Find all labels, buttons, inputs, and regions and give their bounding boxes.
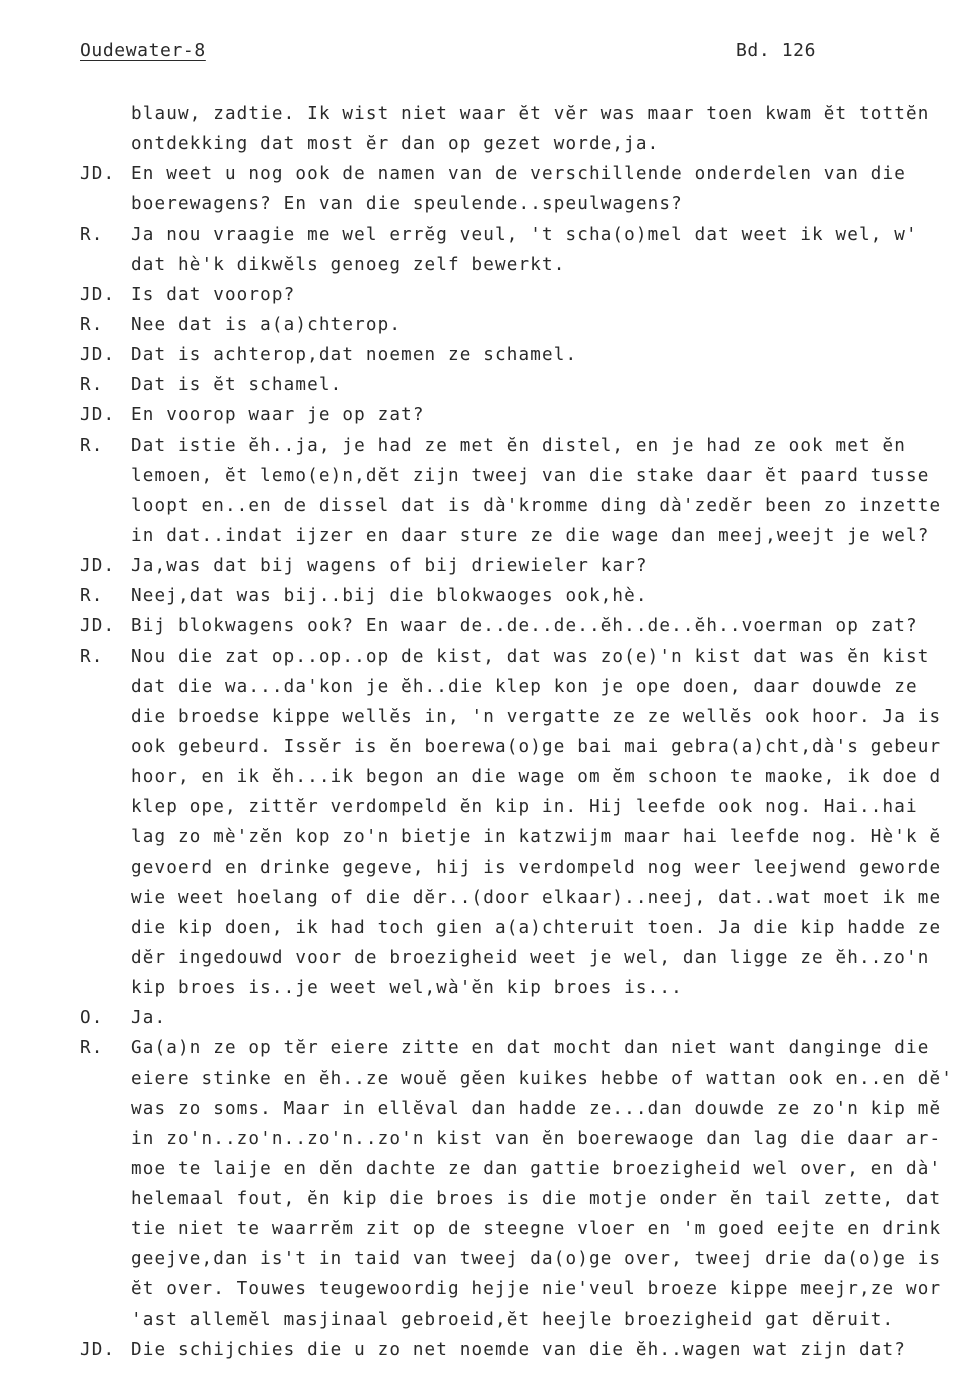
transcript-line [0, 250, 979, 280]
line-text: Is dat voorop? [131, 284, 296, 305]
line-text: dĕr ingedouwd voor de broezigheid weet je wel, dan ligge ze ĕh..zo'n [131, 947, 930, 968]
transcript-line [0, 642, 979, 672]
transcript-line [0, 189, 979, 219]
transcript-line [0, 672, 979, 702]
transcript-line [0, 943, 979, 973]
line-text: gevoerd en drinke gegeve, hij is verdompeld nog weer leejwend geworde [131, 857, 942, 878]
line-text: geejve,dan is't in taid van tweej da(o)ge over, tweej drie da(o)ge is [131, 1249, 942, 1270]
speaker-label: R. [80, 646, 104, 667]
transcript-line [0, 1094, 979, 1124]
transcript-line [0, 913, 979, 943]
transcript-line [0, 461, 979, 491]
line-text: lemoen, ĕt lemo(e)n,dĕt zijn tweej van die stake daar ĕt paard tusse [131, 465, 930, 486]
line-text: die kip doen, ik had toch gien a(a)chteruit toen. Ja die kip hadde ze [131, 917, 942, 938]
line-text: wie weet hoelang of die dĕr..(door elkaar)..neej, dat..wat moet ik me [131, 887, 942, 908]
line-text: eiere stinke en ĕh..ze wouĕ gĕen kuikes hebbe of wattan ook en..en dĕ' [131, 1068, 953, 1089]
line-text: ontdekking dat most ĕr dan op gezet worde,ja. [131, 134, 660, 155]
transcript-line [0, 762, 979, 792]
line-text: boerewagens? En van die speulende..speulwagens? [131, 194, 683, 215]
line-text: Bij blokwagens ook? En waar de..de..de..ĕh..de..ĕh..voerman op zat? [131, 616, 918, 637]
line-text: Nee dat is a(a)chterop. [131, 314, 402, 335]
speaker-label: JD. [80, 1339, 116, 1360]
speaker-label: JD. [80, 616, 116, 637]
transcript-line [0, 280, 979, 310]
line-text: Dat is ĕt schamel. [131, 375, 343, 396]
transcript-line [0, 973, 979, 1003]
line-text: Dat is achterop,dat noemen ze schamel. [131, 345, 578, 366]
speaker-label: JD. [80, 345, 116, 366]
line-text: Nou die zat op..op..op de kist, dat was zo(e)'n kist dat was ĕn kist [131, 646, 930, 667]
speaker-label: JD. [80, 284, 116, 305]
line-text: En weet u nog ook de namen van de verschillende onderdelen van die [131, 164, 906, 185]
transcript-line [0, 99, 979, 129]
transcript-line [0, 611, 979, 641]
line-text: tie niet te waarrĕm zit op de steegne vloer en 'm goed eejte en drink [131, 1219, 942, 1240]
line-text: Die schijchies die u zo net noemde van die ĕh..wagen wat zijn dat? [131, 1339, 906, 1360]
document-title: Oudewater-8 [80, 40, 206, 61]
speaker-label: JD. [80, 164, 116, 185]
line-text: in zo'n..zo'n..zo'n..zo'n kist van ĕn boerewaoge dan lag die daar ar- [131, 1128, 942, 1149]
speaker-label: R. [80, 375, 104, 396]
transcript-line [0, 310, 979, 340]
speaker-label: R. [80, 314, 104, 335]
speaker-label: R. [80, 435, 104, 456]
line-text: helemaal fout, ĕn kip die broes is die motje onder ĕn tail zette, dat [131, 1189, 942, 1210]
line-text: Ga(a)n ze op tĕr eiere zitte en dat mocht dan niet want danginge die [131, 1038, 930, 1059]
line-text: moe te laije en dĕn dachte ze dan gattie broezigheid wel over, en dà' [131, 1158, 942, 1179]
transcript-line [0, 159, 979, 189]
page-number: Bd. 126 [736, 40, 817, 61]
transcript-line [0, 732, 979, 762]
line-text: was zo soms. Maar in ellĕval dan hadde ze...dan douwde ze zo'n kip mĕ [131, 1098, 942, 1119]
transcript-line [0, 1184, 979, 1214]
speaker-label: JD. [80, 556, 116, 577]
transcript-line [0, 370, 979, 400]
line-text: lag zo mè'zĕn kop zo'n bietje in katzwijm maar hai leefde nog. Hè'k ĕ [131, 827, 942, 848]
transcript-line [0, 822, 979, 852]
line-text: 'ast allemĕl masjinaal gebroeid,ĕt heejle broezigheid gat dĕruit. [131, 1309, 895, 1330]
transcript-line [0, 491, 979, 521]
line-text: klep ope, zittĕr verdompeld ĕn kip in. Hij leefde ook nog. Hai..hai [131, 797, 918, 818]
line-text: Dat istie ĕh..ja, je had ze met ĕn distel, en je had ze ook met ĕn [131, 435, 906, 456]
line-text: Neej,dat was bij..bij die blokwaoges ook,hè. [131, 586, 648, 607]
line-text: kip broes is..je weet wel,wà'ĕn kip broes is... [131, 978, 683, 999]
transcript-line [0, 1064, 979, 1094]
transcript-body [0, 99, 979, 1365]
line-text: Ja,was dat bij wagens of bij driewieler kar? [131, 556, 648, 577]
transcript-line [0, 792, 979, 822]
line-text: in dat..indat ijzer en daar sture ze die wage dan meej,weejt je wel? [131, 525, 930, 546]
transcript-line [0, 1003, 979, 1033]
transcript-line [0, 702, 979, 732]
transcript-line [0, 431, 979, 461]
transcript-line [0, 551, 979, 581]
line-text: dat die wa...da'kon je ĕh..die klep kon je ope doen, daar douwde ze [131, 676, 918, 697]
line-text: Ja. [131, 1008, 167, 1029]
speaker-label: R. [80, 224, 104, 245]
transcript-line [0, 1214, 979, 1244]
transcript-line [0, 129, 979, 159]
line-text: ĕt over. Touwes teugewoordig hejje nie'veul broeze kippe meejr,ze wor [131, 1279, 942, 1300]
transcript-line [0, 1244, 979, 1274]
transcript-line [0, 521, 979, 551]
line-text: Ja nou vraagie me wel errĕg veul, 't scha(o)mel dat weet ik wel, w' [131, 224, 918, 245]
line-text: loopt en..en de dissel dat is dà'kromme ding dà'zedĕr been zo inzette [131, 495, 942, 516]
transcript-line [0, 883, 979, 913]
speaker-label: R. [80, 586, 104, 607]
line-text: En voorop waar je op zat? [131, 405, 425, 426]
transcript-line [0, 220, 979, 250]
transcript-line [0, 1033, 979, 1063]
transcript-line [0, 1274, 979, 1304]
line-text: ook gebeurd. Issĕr is ĕn boerewa(o)ge bai mai gebra(a)cht,dà's gebeur [131, 736, 942, 757]
line-text: die broedse kippe wellĕs in, 'n vergatte ze ze wellĕs ook hoor. Ja is [131, 706, 942, 727]
transcript-line [0, 1305, 979, 1335]
transcript-line [0, 853, 979, 883]
transcript-line [0, 581, 979, 611]
transcript-line [0, 1335, 979, 1365]
transcript-line [0, 340, 979, 370]
transcript-line [0, 1124, 979, 1154]
line-text: hoor, en ik ĕh...ik begon an die wage om ĕm schoon te maoke, ik doe d [131, 767, 942, 788]
speaker-label: R. [80, 1038, 104, 1059]
speaker-label: O. [80, 1008, 104, 1029]
speaker-label: JD. [80, 405, 116, 426]
transcript-line [0, 1154, 979, 1184]
transcript-line [0, 400, 979, 430]
line-text: dat hè'k dikwĕls genoeg zelf bewerkt. [131, 254, 566, 275]
line-text: blauw, zadtie. Ik wist niet waar ĕt vĕr was maar toen kwam ĕt tottĕn [131, 104, 930, 124]
